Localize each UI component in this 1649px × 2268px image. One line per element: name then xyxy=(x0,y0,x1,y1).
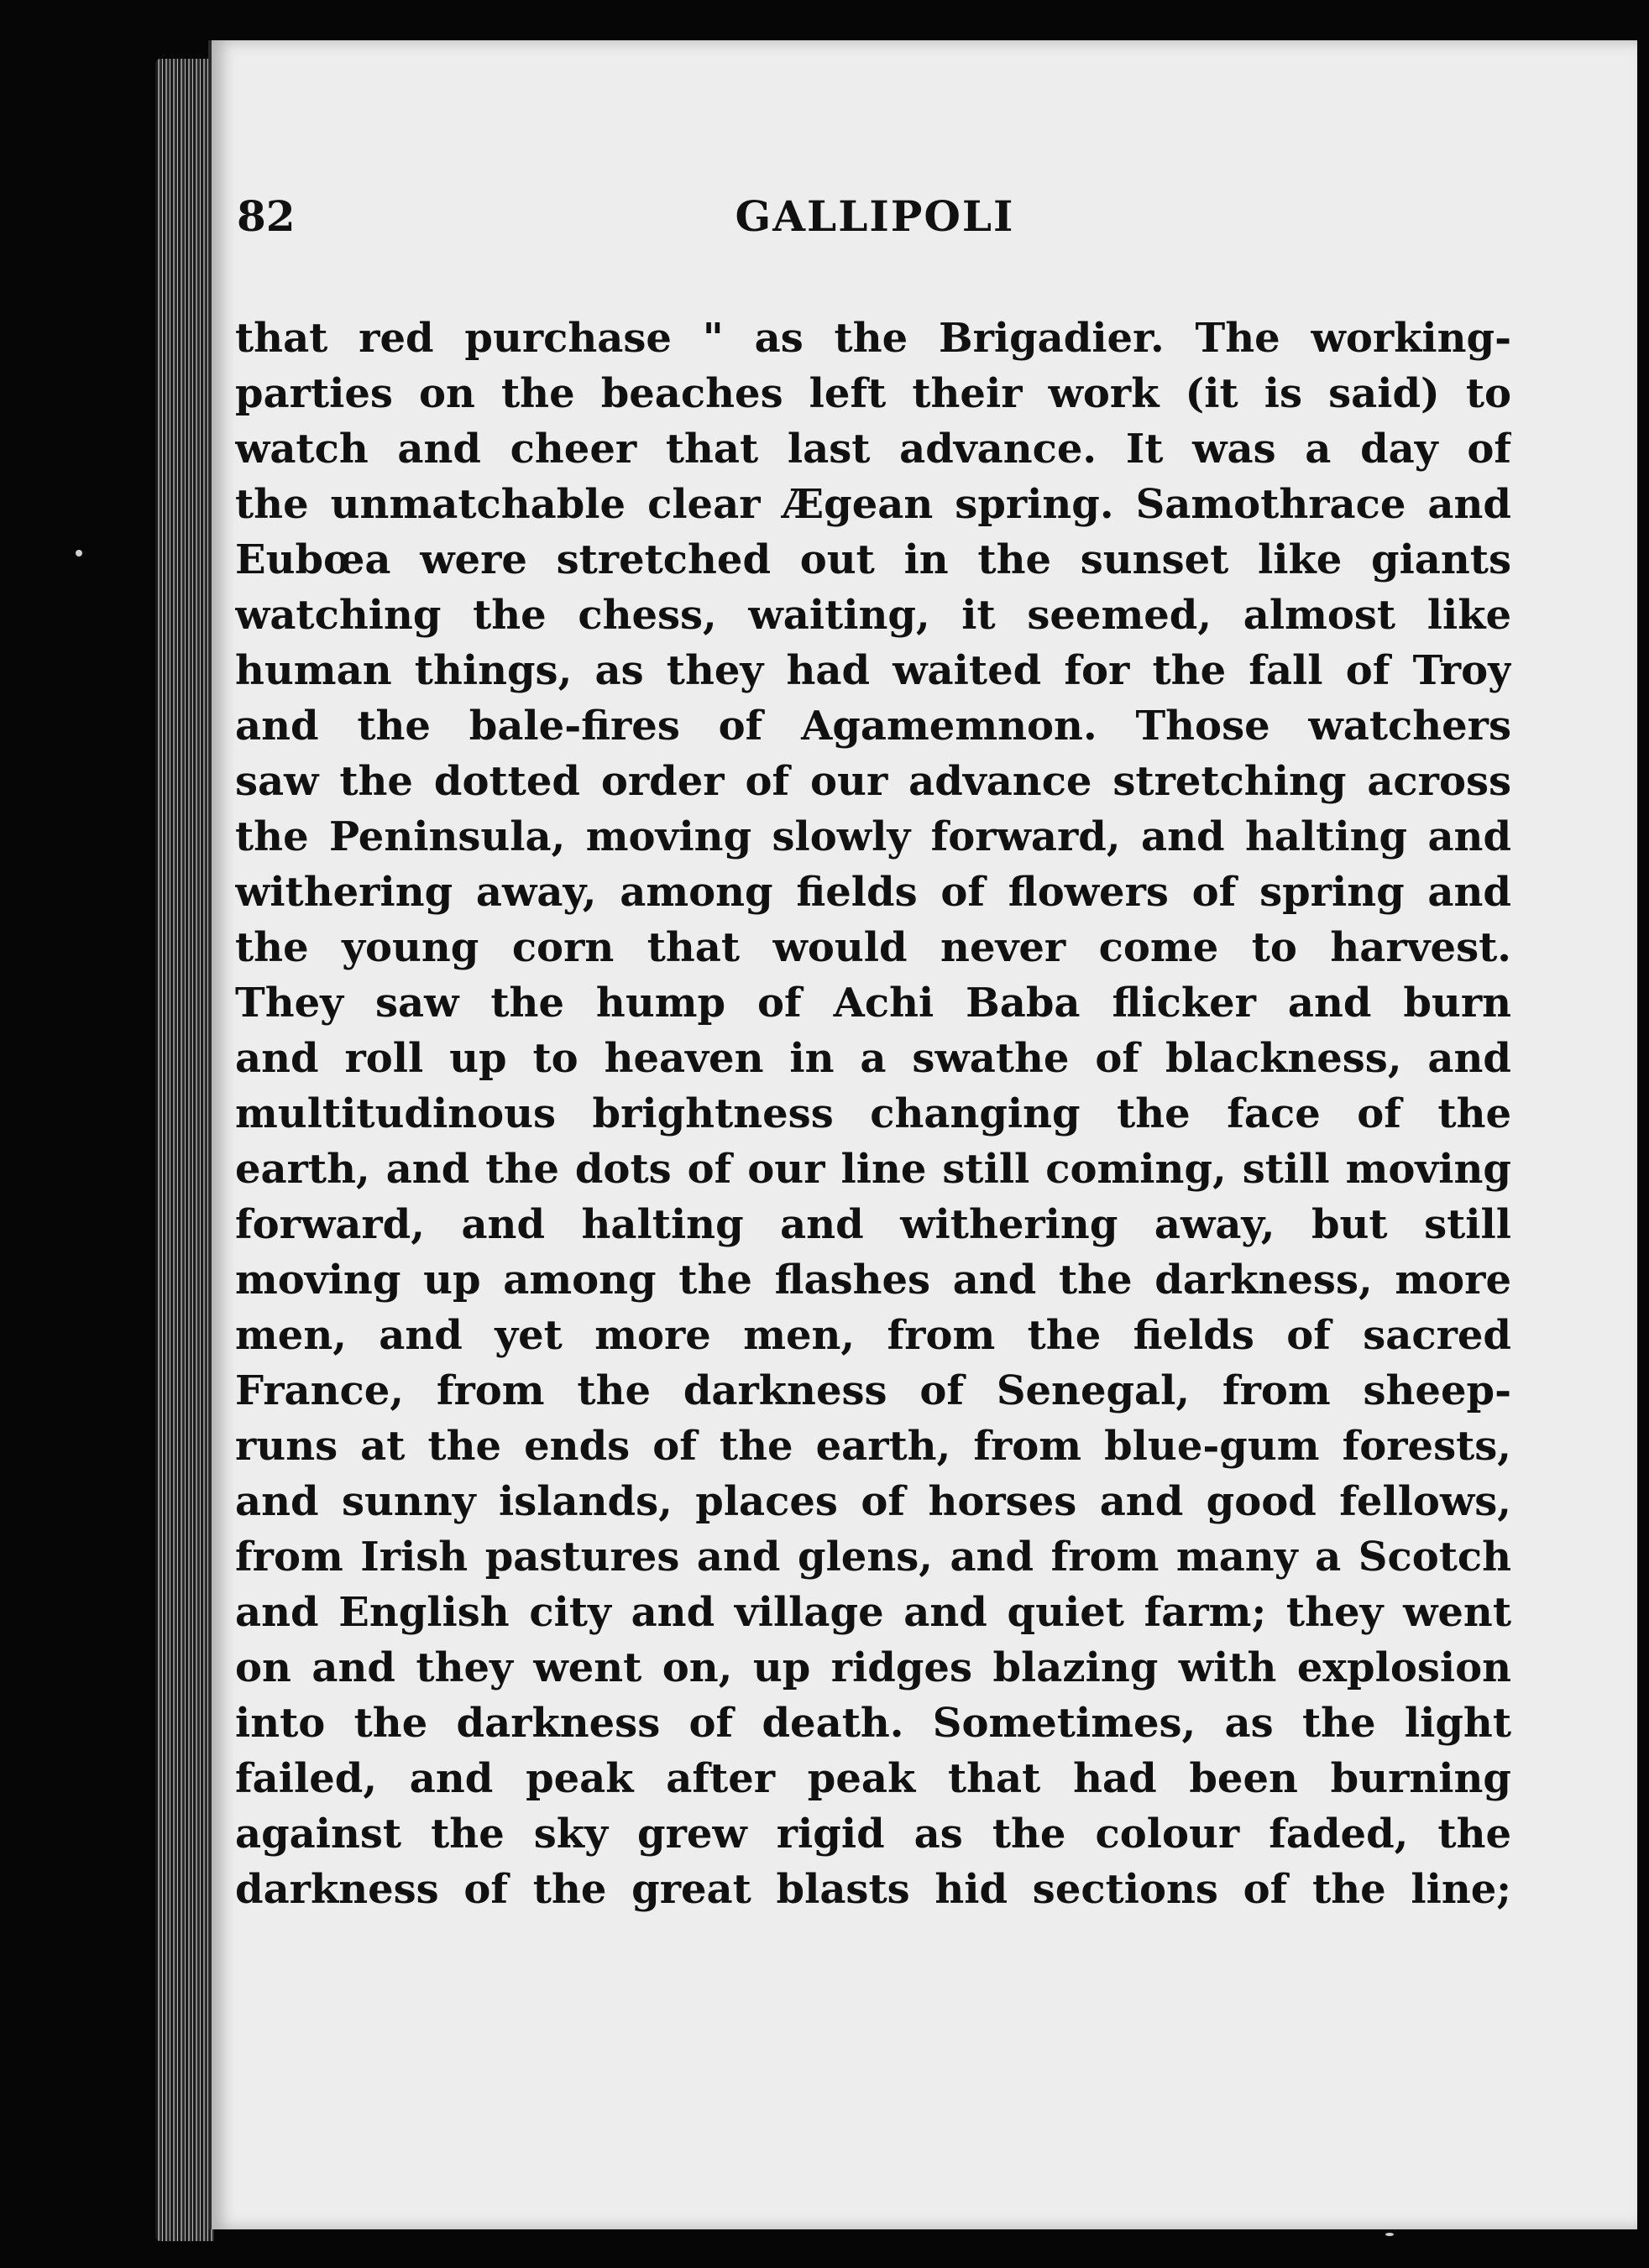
text-line: human things, as they had waited for the fall of Troy xyxy=(235,647,1511,694)
page-edges xyxy=(155,59,214,2241)
text-line: moving up among the flashes and the darkness, more xyxy=(235,1257,1511,1304)
text-line: against the sky grew rigid as the colour faded, the xyxy=(235,1811,1511,1858)
text-line: earth, and the dots of our line still coming, still moving xyxy=(235,1146,1511,1193)
text-line: forward, and halting and withering away, but still xyxy=(235,1201,1511,1248)
text-line: that red purchase " as the Brigadier. The working- xyxy=(235,315,1511,362)
text-line: and sunny islands, places of horses and good fellows, xyxy=(235,1478,1511,1525)
text-line: and English city and village and quiet farm; they went xyxy=(235,1589,1511,1636)
body-text xyxy=(235,311,1511,1917)
text-line: saw the dotted order of our advance stretching across xyxy=(235,758,1511,805)
text-line: runs at the ends of the earth, from blue-gum forests, xyxy=(235,1423,1511,1470)
running-head xyxy=(237,191,1513,259)
text-line: multitudinous brightness changing the face of the xyxy=(235,1090,1511,1137)
text-line: parties on the beaches left their work (it is said) to xyxy=(235,370,1511,417)
text-line: and roll up to heaven in a swathe of blackness, and xyxy=(235,1035,1511,1082)
text-line: the Peninsula, moving slowly forward, and halting and xyxy=(235,813,1511,860)
dust-speck xyxy=(76,550,82,557)
text-line: the young corn that would never come to harvest. xyxy=(235,924,1511,971)
text-line: into the darkness of death. Sometimes, as the light xyxy=(235,1700,1511,1747)
text-line: withering away, among fields of flowers of spring and xyxy=(235,869,1511,916)
text-line: darkness of the great blasts hid sections of the line; xyxy=(235,1866,1511,1913)
text-line: the unmatchable clear Ægean spring. Samothrace and xyxy=(235,481,1511,528)
text-line: Eubœa were stretched out in the sunset like giants xyxy=(235,536,1511,583)
text-line: failed, and peak after peak that had been burning xyxy=(235,1755,1511,1802)
text-line: They saw the hump of Achi Baba flicker and burn xyxy=(235,980,1511,1027)
text-line: and the bale-fires of Agamemnon. Those watchers xyxy=(235,703,1511,750)
text-line: watch and cheer that last advance. It was a day of xyxy=(235,426,1511,473)
text-line: France, from the darkness of Senegal, from sheep- xyxy=(235,1367,1511,1414)
text-line: men, and yet more men, from the fields of sacred xyxy=(235,1312,1511,1359)
text-line: on and they went on, up ridges blazing with explosion xyxy=(235,1644,1511,1691)
running-title: GALLIPOLI xyxy=(735,191,1015,241)
text-line: from Irish pastures and glens, and from many a Scotch xyxy=(235,1534,1511,1581)
page-number: 82 xyxy=(237,191,296,241)
dust-speck xyxy=(1385,2233,1394,2236)
text-line: watching the chess, waiting, it seemed, almost like xyxy=(235,592,1511,639)
